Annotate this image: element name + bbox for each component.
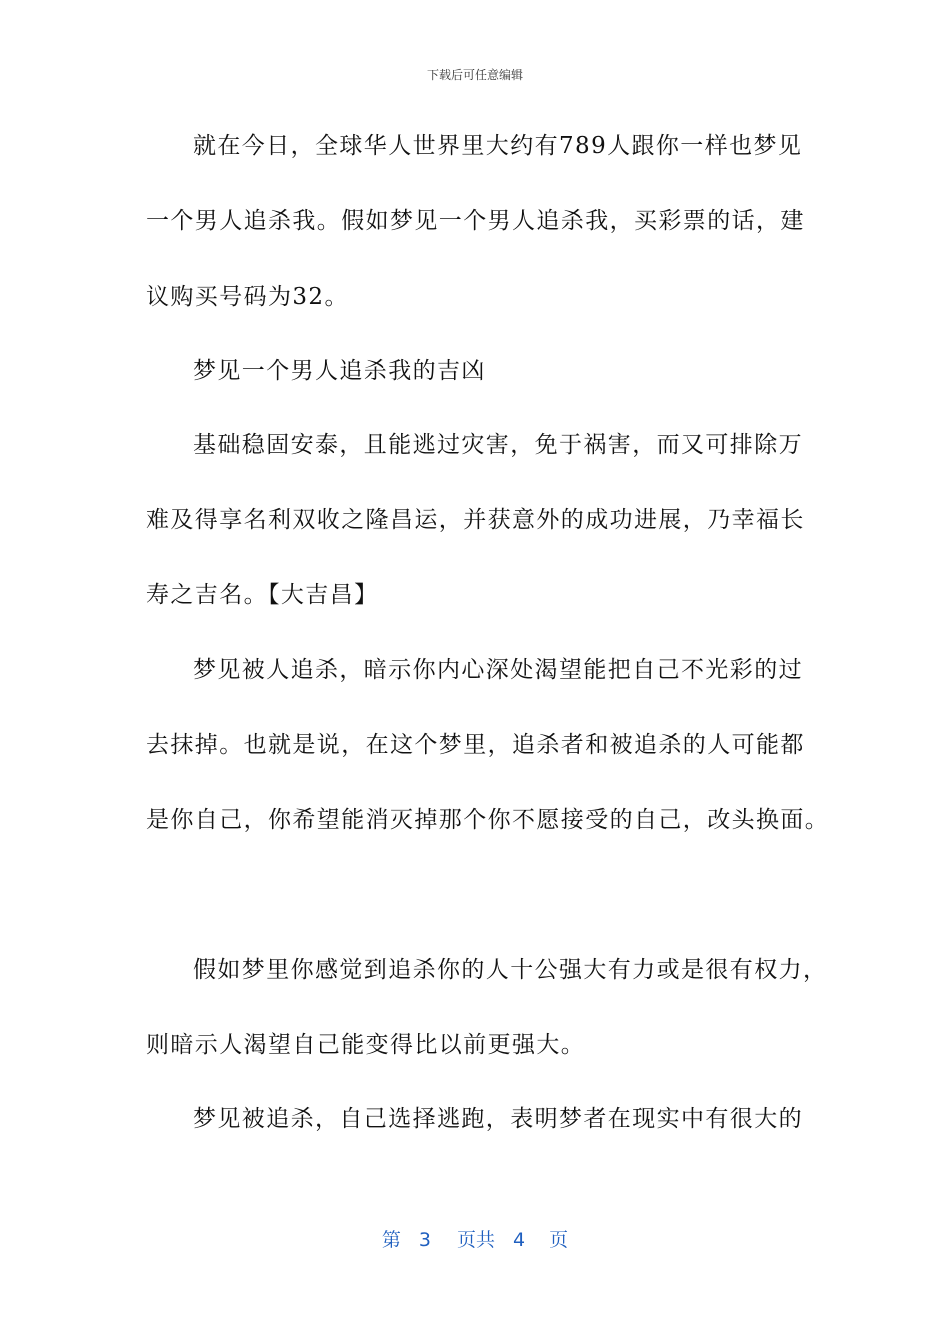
paragraph-line-9: 是你自己，你希望能消灭掉那个你不愿接受的自己，改头换面。 xyxy=(146,807,830,833)
page-footer xyxy=(0,1225,950,1252)
paragraph-line-7: 梦见被人追杀，暗示你内心深处渴望能把自己不光彩的过 xyxy=(193,657,803,683)
paragraph-line-5: 难及得享名利双收之隆昌运，并获意外的成功进展，乃幸福长 xyxy=(146,507,805,533)
footer-suffix: 页 xyxy=(549,1229,569,1251)
paragraph-line-6: 寿之吉名。【大吉昌】 xyxy=(146,582,379,608)
paragraph-line-2: 一个男人追杀我。假如梦见一个男人追杀我，买彩票的话，建 xyxy=(146,208,805,234)
footer-prefix: 第 xyxy=(381,1229,401,1251)
footer-middle: 页共 xyxy=(456,1229,495,1251)
paragraph-line-1: 就在今日，全球华人世界里大约有789人跟你一样也梦见 xyxy=(193,133,803,159)
paragraph-line-10: 假如梦里你感觉到追杀你的人十公强大有力或是很有权力， xyxy=(193,957,828,983)
paragraph-line-8: 去抹掉。也就是说，在这个梦里，追杀者和被追杀的人可能都 xyxy=(146,732,805,758)
section-heading: 梦见一个男人追杀我的吉凶 xyxy=(193,358,486,384)
paragraph-line-12: 梦见被追杀，自己选择逃跑，表明梦者在现实中有很大的 xyxy=(193,1106,803,1132)
total-pages-number: 4 xyxy=(513,1229,526,1251)
paragraph-line-3: 议购买号码为32。 xyxy=(146,284,349,310)
paragraph-line-11: 则暗示人渴望自己能变得比以前更强大。 xyxy=(146,1032,586,1058)
current-page-number: 3 xyxy=(418,1229,431,1251)
page-header: 下载后可任意编辑 xyxy=(426,68,523,82)
paragraph-line-4: 基础稳固安泰，且能逃过灾害，免于祸害，而又可排除万 xyxy=(193,432,803,458)
